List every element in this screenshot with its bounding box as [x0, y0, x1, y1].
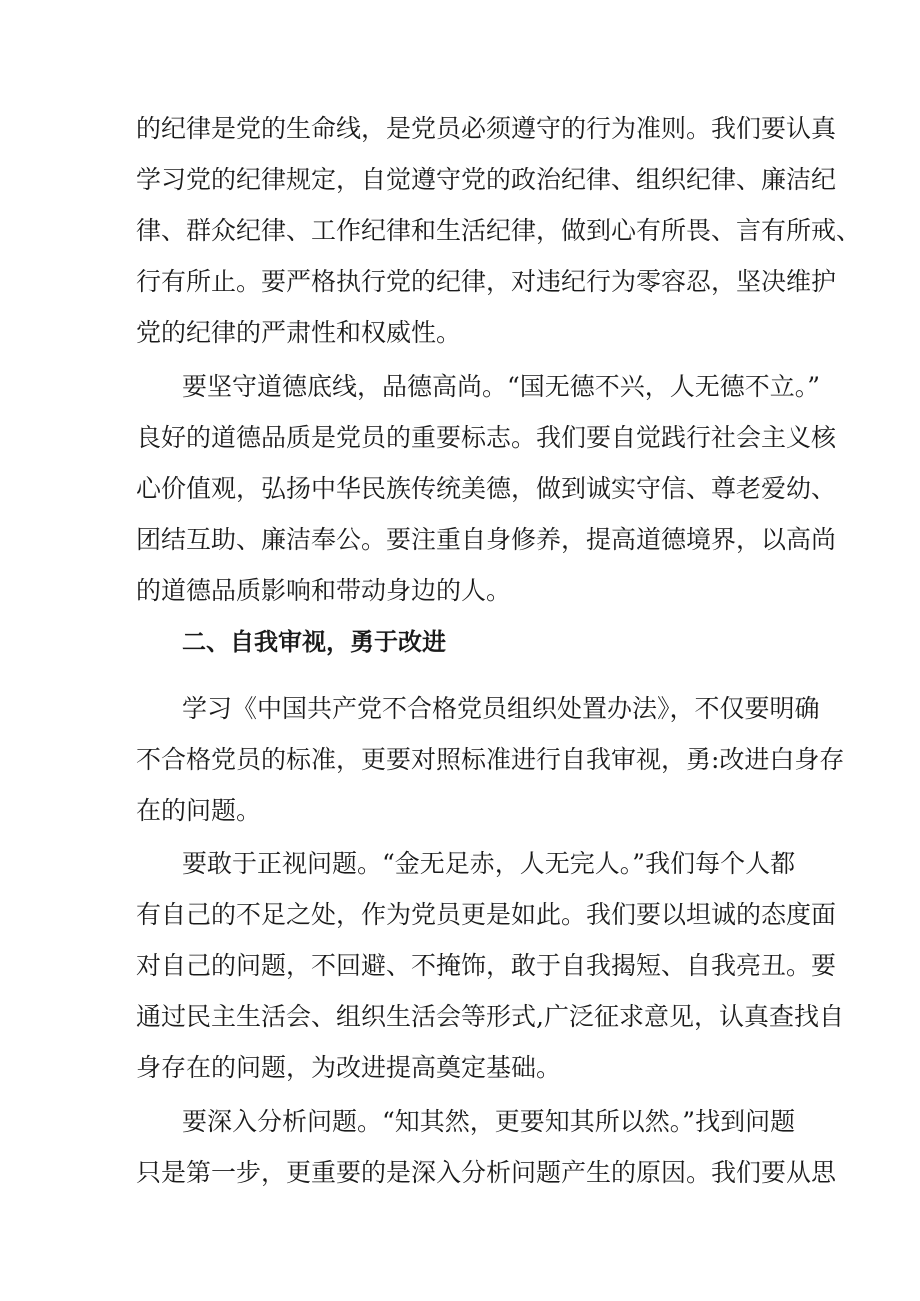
paragraph-morality [136, 361, 837, 616]
text-line: 有自己的不足之处，作为党员更是如此。我们要以坦诚的态度面 [136, 900, 837, 929]
text-line: 律、群众纪律、工作纪律和生活纪律，做到心有所畏、言有所戒、 [136, 216, 862, 245]
section-heading [136, 617, 796, 668]
text-line: 团结互助、廉洁奉公。要注重自身修养，提高道德境界，以高尚 [136, 525, 837, 554]
text-line: 要坚守道德底线，品德高尚。“国无德不兴，人无德不立。” [182, 372, 821, 401]
paragraph-analyze-problems [136, 1096, 837, 1198]
text-line: 不合格党员的标准，更要对照标准进行自我审视，勇:改进白身存 [136, 745, 845, 774]
text-line: 学习党的纪律规定，自觉遵守党的政治纪律、组织纪律、廉洁纪 [136, 165, 837, 194]
text-line: 的纪律是党的生命线，是党员必须遵守的行为准则。我们要认真 [136, 114, 837, 143]
paragraph-discipline [136, 103, 862, 358]
text-line: 行有所止。要严格执行党的纪律，对违纪行为零容忍，坚决维护 [136, 267, 837, 296]
paragraph-self-review [136, 683, 845, 836]
text-line: 要敢于正视问题。“金无足赤，人无完人。”我们每个人都 [182, 849, 796, 878]
text-line: 要深入分析问题。“知其然，更要知其所以然。”找到问题 [182, 1107, 796, 1136]
text-line: 通过民主生活会、组织生活会等形式,广泛征求意见，认真查找自 [136, 1002, 844, 1031]
text-line: 只是第一步，更重要的是深入分析问题产生的原因。我们要从思 [136, 1158, 837, 1187]
text-line: 学习《中国共产党不合格党员组织处置办法》，不仅要明确 [182, 694, 820, 723]
text-line: 在的问题。 [136, 796, 262, 825]
section-heading-text: 二、自我审视，勇于改进 [182, 628, 446, 656]
paragraph-face-problems [136, 838, 844, 1093]
text-line: 的道德品质影响和带动身边的人。 [136, 576, 512, 605]
text-line: 身存在的问题，为改进提高奠定基础。 [136, 1053, 562, 1082]
text-line: 对自己的问题，不回避、不掩饰，敢于自我揭短、自我亮丑。要 [136, 951, 837, 980]
text-line: 良好的道德品质是党员的重要标志。我们要自觉践行社会主义核 [136, 423, 837, 452]
text-line: 心价值观，弘扬中华民族传统美德，做到诚实守信、尊老爱幼、 [136, 474, 837, 503]
text-line: 党的纪律的严肃性和权威性。 [136, 318, 462, 347]
